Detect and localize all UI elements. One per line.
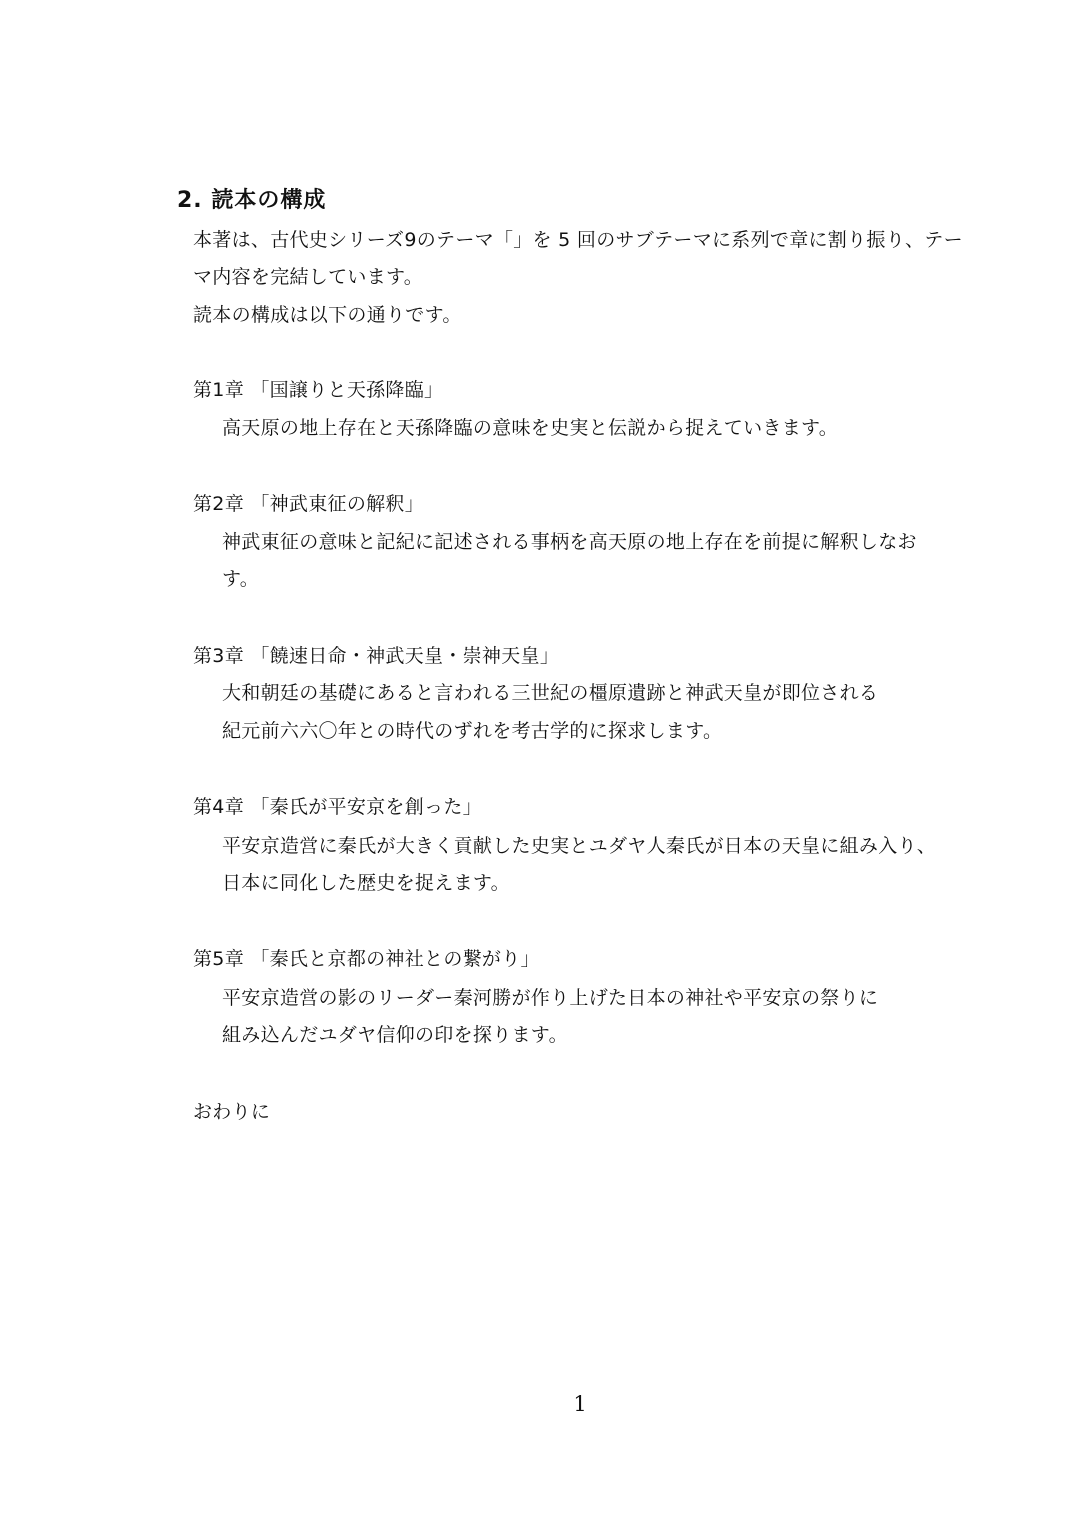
- chapter-4-description-line-2: 日本に同化した歴史を捉えます。: [222, 872, 510, 894]
- page-number: 1: [573, 1392, 587, 1416]
- intro-line-1: 本著は、古代史シリーズ9のテーマ「」を 5 回のサブテーマに系列で章に割り振り、テー: [193, 229, 963, 251]
- chapter-4-heading: 第4章 「秦氏が平安京を創った」: [193, 796, 482, 818]
- chapter-4-description-line-1: 平安京造営に秦氏が大きく貢献した史実とユダヤ人秦氏が日本の天皇に組み入り、: [222, 835, 937, 857]
- chapter-5-description-line-2: 組み込んだユダヤ信仰の印を探ります。: [222, 1024, 568, 1046]
- section-title: 2. 読本の構成: [177, 188, 327, 213]
- chapter-5-heading: 第5章 「秦氏と京都の神社との繋がり」: [193, 948, 540, 970]
- chapter-1-heading: 第1章 「国譲りと天孫降臨」: [193, 379, 444, 401]
- chapter-1-description: 高天原の地上存在と天孫降臨の意味を史実と伝説から捉えていきます。: [222, 417, 839, 439]
- chapter-2-description-line-2: す。: [222, 568, 260, 590]
- chapter-2-description-line-1: 神武東征の意味と記紀に記述される事柄を高天原の地上存在を前提に解釈しなお: [222, 531, 917, 553]
- chapter-2-heading: 第2章 「神武東征の解釈」: [193, 493, 425, 515]
- chapter-3-description-line-2: 紀元前六六〇年との時代のずれを考古学的に探求します。: [222, 720, 723, 742]
- chapter-3-description-line-1: 大和朝廷の基礎にあると言われる三世紀の橿原遺跡と神武天皇が即位される: [222, 682, 879, 704]
- intro-line-2: マ内容を完結しています。: [193, 266, 424, 288]
- chapter-3-heading: 第3章 「饒速日命・神武天皇・崇神天皇」: [193, 645, 560, 667]
- closing-heading: おわりに: [193, 1101, 271, 1123]
- intro-line-3: 読本の構成は以下の通りです。: [193, 304, 462, 326]
- chapter-5-description-line-1: 平安京造営の影のリーダー秦河勝が作り上げた日本の神社や平安京の祭りに: [222, 987, 879, 1009]
